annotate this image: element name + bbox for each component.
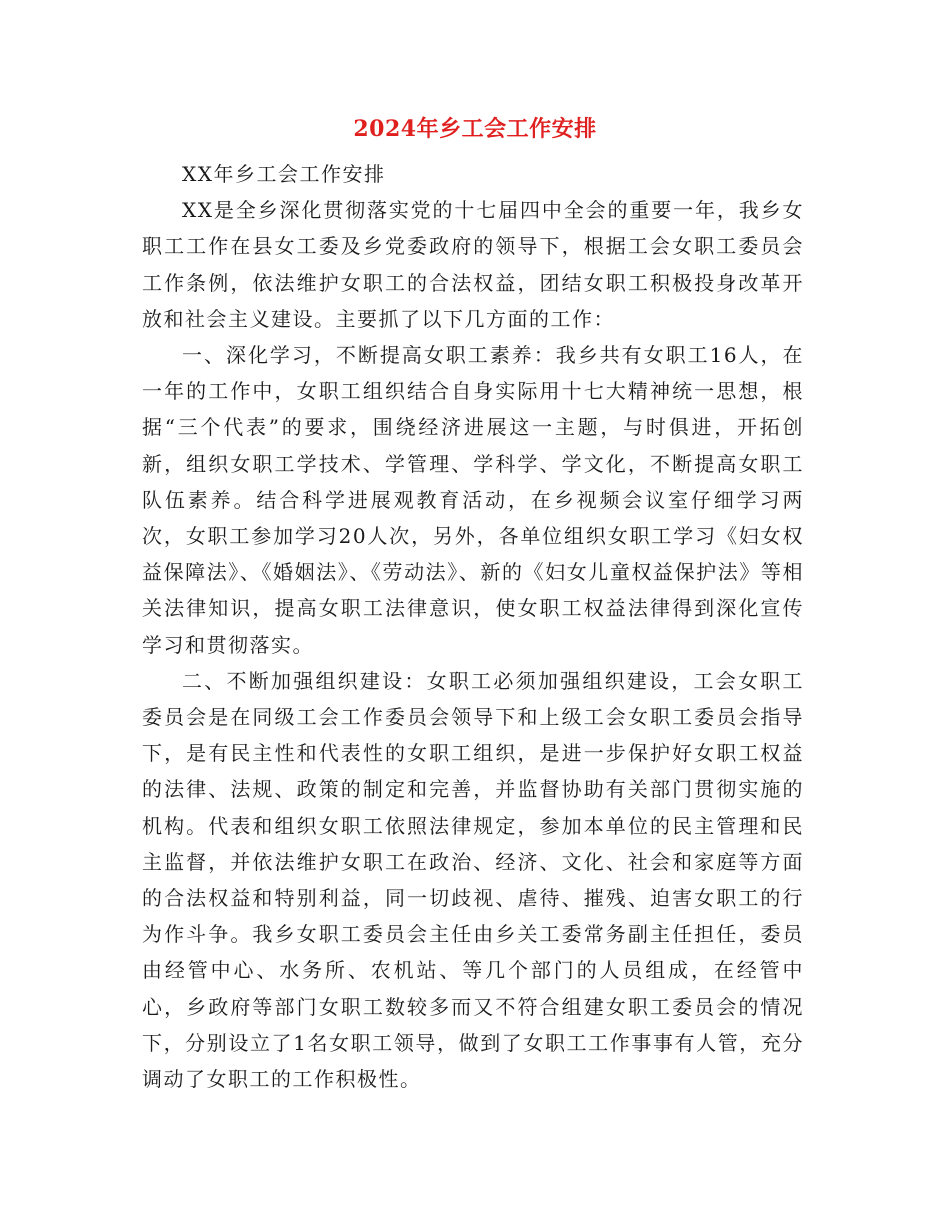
- intro-paragraph: XX是全乡深化贯彻落实党的十七届四中全会的重要一年，我乡女职工工作在县女工委及乡党委政府的领导下，根据工会女职工委员会工作条例，依法维护女职工的合法权益，团结女职工积极投身改革开放和社会主义建设。主要抓了以下几方面的工作：: [142, 198, 804, 331]
- subtitle-paragraph: XX年乡工会工作安排: [182, 162, 386, 186]
- document-body: [142, 156, 804, 1097]
- document-title: 2024年乡工会工作安排: [353, 116, 597, 142]
- section-two-paragraph: 二、不断加强组织建设：女职工必须加强组织建设，工会女职工委员会是在同级工会工作委员会领导下和上级工会女职工委员会指导下，是有民主性和代表性的女职工组织，是进一步保护好女职工权益的法律、法规、政策的制定和完善，并监督协助有关部门贯彻实施的机构。代表和组织女职工依照法律规定，参加本单位的民主管理和民主监督，并依法维护女职工在政治、经济、文化、社会和家庭等方面的合法权益和特别利益，同一切歧视、虐待、摧残、迫害女职工的行为作斗争。我乡女职工委员会主任由乡关工委常务副主任担任，委员由经管中心、水务所、农机站、等几个部门的人员组成，在经管中心，乡政府等部门女职工数较多而又不符合组建女职工委员会的情况下，分别设立了1名女职工领导，做到了女职工工作事事有人管，充分调动了女职工的工作积极性。: [142, 668, 804, 1092]
- section-one-paragraph: 一、深化学习，不断提高女职工素养：我乡共有女职工16人，在一年的工作中，女职工组织结合自身实际用十七大精神统一思想，根据“三个代表”的要求，围绕经济进展这一主题，与时俱进，开拓创新，组织女职工学技术、学管理、学科学、学文化，不断提高女职工队伍素养。结合科学进展观教育活动，在乡视频会议室仔细学习两次，女职工参加学习20人次，另外，各单位组织女职工学习《妇女权益保障法》、《婚姻法》、《劳动法》、新的《妇女儿童权益保护法》等相关法律知识，提高女职工法律意识，使女职工权益法律得到深化宣传学习和贯彻落实。: [142, 343, 804, 657]
